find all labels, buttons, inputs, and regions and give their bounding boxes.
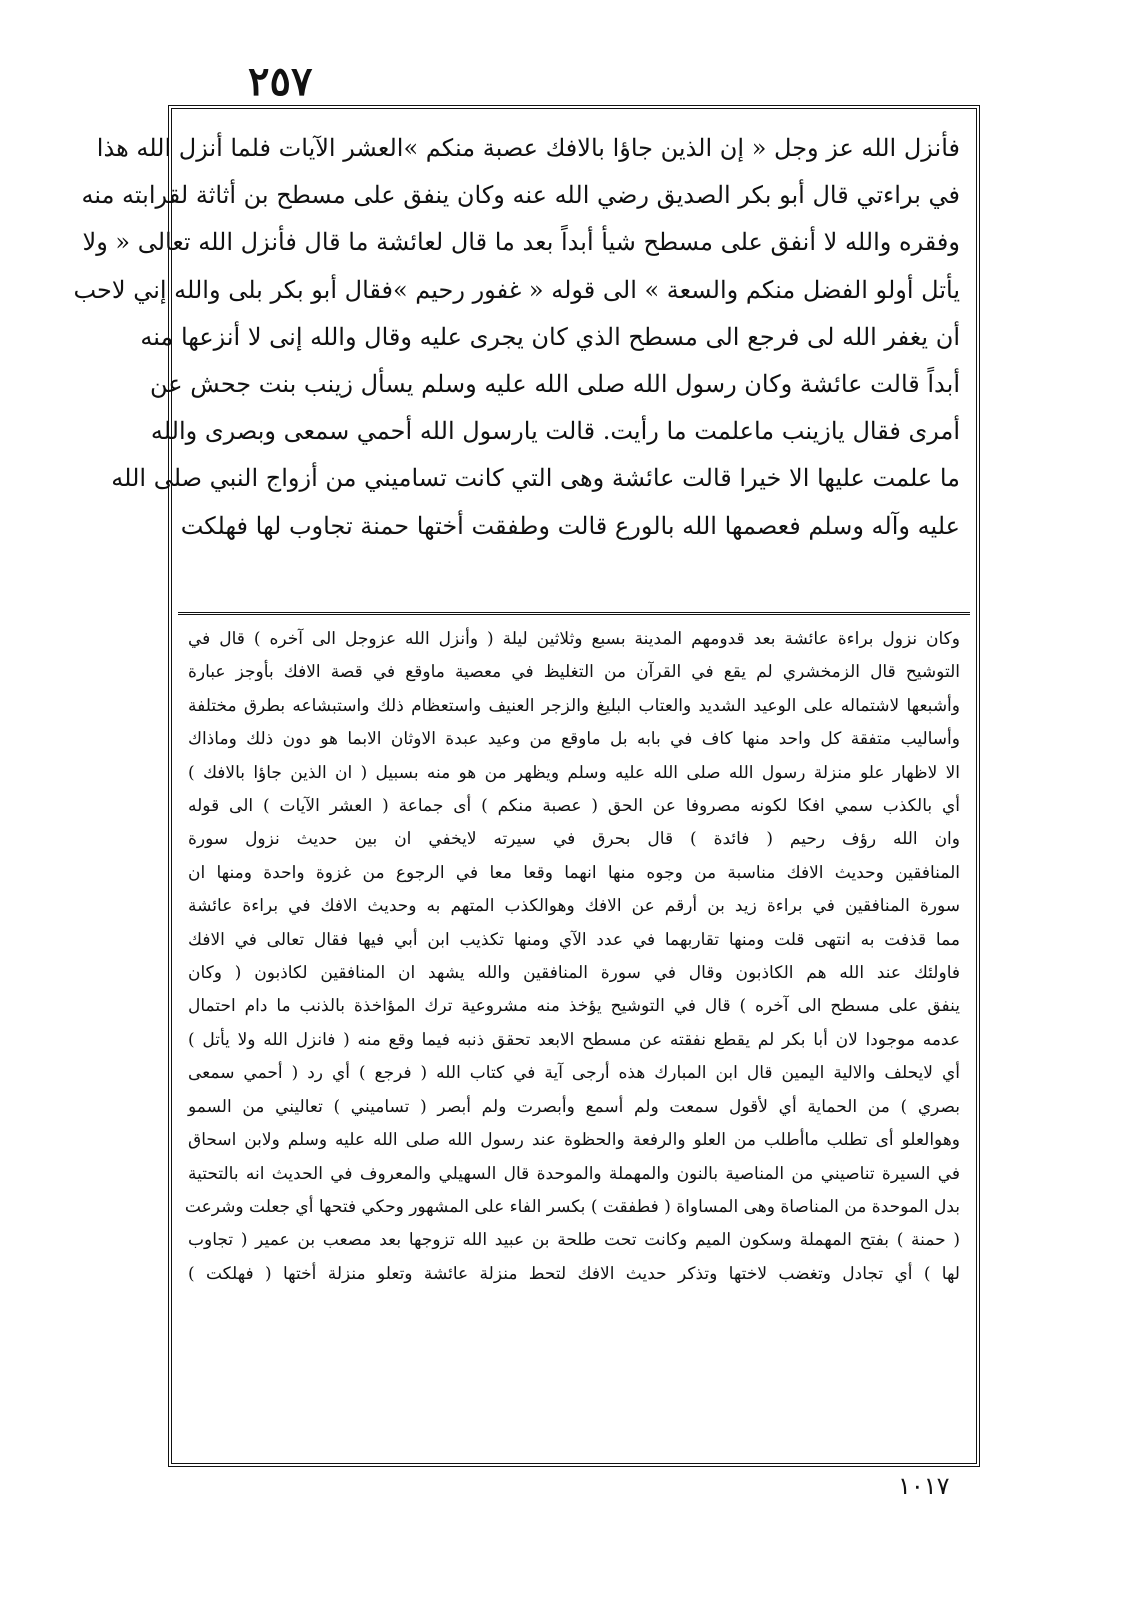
commentary-line: سورة المنافقين في براءة زيد بن أرقم عن الافك وهوالكذب المتهم به وحديث الافك في براءة عائشة	[188, 896, 960, 917]
commentary-line: أي لايحلف والالية اليمين قال ابن المبارك هذه أرجى آية في كتاب الله ( فرجع ) أي رد ( أحمي سمعى	[188, 1063, 960, 1084]
commentary-line: لها ) أي تجادل وتغضب لاختها وتذكر حديث الافك لتحط منزلة عائشة وتعلو منزلة أختها ( فهلكت )	[188, 1263, 960, 1284]
commentary-line: وان الله رؤف رحيم ( فائدة ) قال بحرق في سيرته لايخفي ان بين حديث نزول سورة	[188, 829, 960, 850]
commentary-line: وأساليب متفقة كل واحد منها كاف في بابه بل ماوقع من وعيد عبدة الاوثان الابما هو دون ذلك وماذاك	[188, 729, 960, 750]
main-text-line: أن يغفر الله لى فرجع الى مسطح الذي كان يجرى عليه وقال والله إنى لا أنزعها منه	[140, 322, 960, 351]
main-text	[73, 125, 960, 550]
page-number: ٢٥٧	[248, 58, 313, 105]
commentary-line: وهوالعلو أى تطلب ماأطلب من العلو والرفعة والحظوة عند رسول الله صلى الله عليه وسلم ولابن اسحاق	[188, 1130, 960, 1151]
commentary-line: في السيرة تناصيني من المناصية بالنون والمهملة والموحدة قال السهيلي والمعروف في الحديث انه بالتحتية	[188, 1163, 960, 1184]
commentary-line: بدل الموحدة من المناصاة وهى المساواة ( فطفقت ) بكسر الفاء على المشهور وحكي فتحها أي جعلت وشرعت	[184, 1196, 960, 1217]
main-text-line: ما علمت عليها الا خيرا قالت عائشة وهى التي كانت تساميني من أزواج النبي صلى الله	[111, 464, 960, 493]
printer-signature: ١٠١٧	[898, 1472, 950, 1500]
commentary-line: ينفق على مسطح الى آخره ) قال في التوشيح يؤخذ منه مشروعية ترك المؤاخذة بالذنب ما دام احتمال	[188, 996, 960, 1017]
commentary-line: وكان نزول براءة عائشة بعد قدومهم المدينة بسبع وثلاثين ليلة ( وأنزل الله عزوجل الى آخره ) قال في	[188, 629, 960, 649]
commentary-text	[184, 623, 960, 1291]
commentary-line: عدمه موجودا لان أبا بكر لم يقطع نفقته عن مسطح الابعد تحقق ذنبه فيما وقع منه ( فانزل الله ولا يأتل )	[188, 1029, 960, 1050]
main-text-line: أبداً قالت عائشة وكان رسول الله صلى الله عليه وسلم يسأل زينب بنت جحش عن	[150, 370, 960, 399]
main-text-line: يأتل أولو الفضل منكم والسعة » الى قوله « غفور رحيم »فقال أبو بكر بلى والله إني لاحب	[73, 275, 960, 304]
main-text-line: فأنزل الله عز وجل « إن الذين جاؤا بالافك عصبة منكم »العشر الآيات فلما أنزل الله هذا	[96, 134, 960, 162]
commentary-line: الا لاظهار علو منزلة رسول الله صلى الله عليه وسلم ويظهر من هو منه بسبيل ( ان الذين جاؤا بالافك )	[188, 762, 960, 783]
commentary-line: أي بالكذب سمي افكا لكونه مصروفا عن الحق ( عصبة منكم ) أى جماعة ( العشر الآيات ) الى قوله	[188, 796, 960, 817]
commentary-line: مما قذفت به انتهى قلت ومنها تقاربهما في عدد الآي ومنها تكذيب ابن أبي فيها فقال تعالى في الافك	[188, 929, 960, 950]
commentary-line: ( حمنة ) بفتح المهملة وسكون الميم وكانت تحت طلحة بن عبيد الله تزوجها بعد مصعب بن عمير ( تجاوب	[188, 1230, 960, 1251]
commentary-line: التوشيح قال الزمخشري لم يقع في القرآن من التغليظ في معصية ماوقع في قصة الافك بأوجز عبارة	[188, 662, 960, 683]
main-text-line: عليه وآله وسلم فعصمها الله بالورع قالت وطفقت أختها حمنة تجاوب لها فهلكت	[180, 511, 960, 540]
commentary-line: المنافقين وحديث الافك مناسبة من وجوه منها انهما وقعا معا في الرجوع من غزوة واحدة ومنها ان	[188, 862, 960, 883]
page-frame	[73, 105, 980, 1467]
main-text-line: في براءتي قال أبو بكر الصديق رضي الله عنه وكان ينفق على مسطح بن أثاثة لقرابته منه	[81, 181, 960, 210]
commentary-line: وأشبعها لاشتماله على الوعيد الشديد والعتاب البليغ والزجر العنيف واستعظام ذلك واستبشاعه بطرق مختلفة	[188, 695, 960, 716]
commentary-line: فاولئك عند الله هم الكاذبون وقال في سورة المنافقين والله يشهد ان المنافقين لكاذبون ( وكان	[188, 963, 960, 984]
main-text-line: أمرى فقال يازينب ماعلمت ما رأيت. قالت يارسول الله أحمي سمعى وبصرى والله	[150, 417, 960, 446]
section-divider	[178, 612, 970, 615]
commentary-line: بصري ) من الحماية أي لأقول سمعت ولم أسمع وأبصرت ولم أبصر ( تساميني ) تعاليني من السمو	[188, 1096, 960, 1117]
main-text-line: وفقره والله لا أنفق على مسطح شيأ أبداً بعد ما قال لعائشة ما قال فأنزل الله تعالى « ولا	[82, 228, 960, 257]
